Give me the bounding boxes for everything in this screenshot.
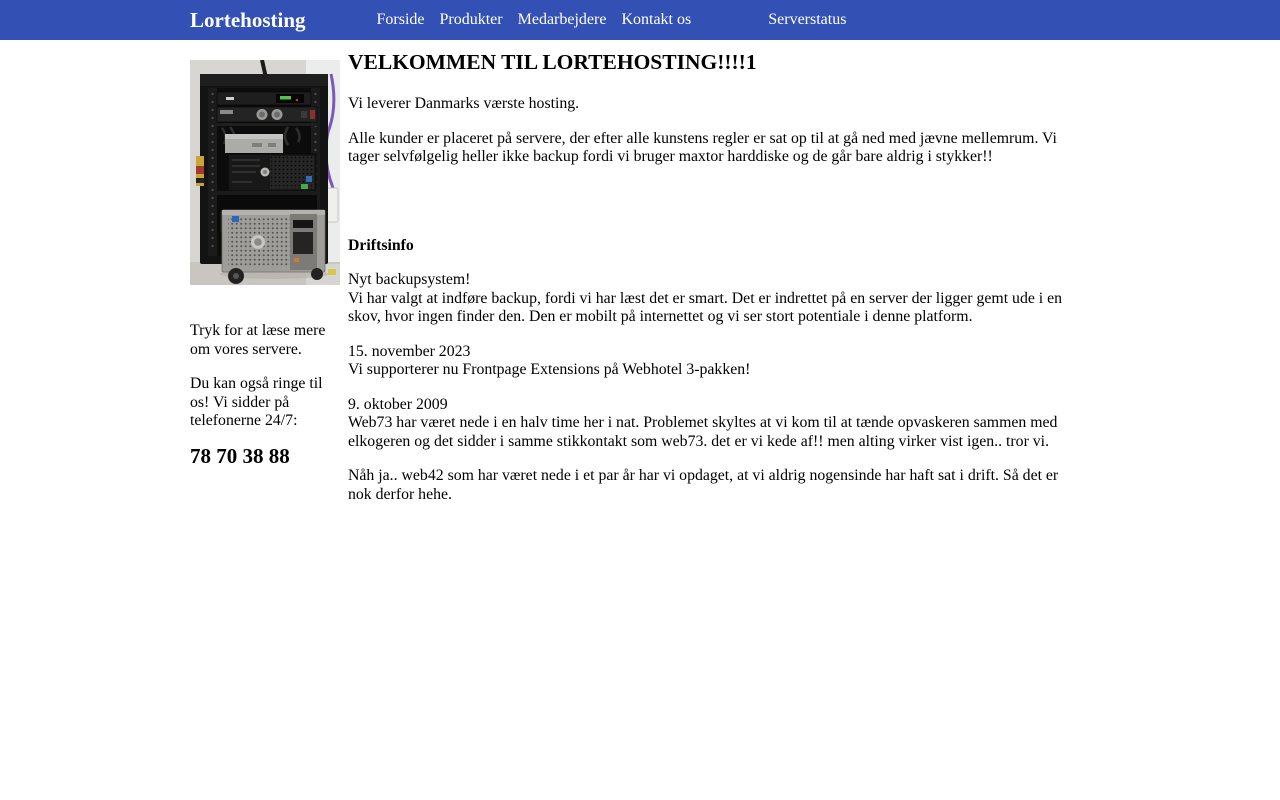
read-more-link[interactable]: Tryk for at læse mere om vores servere. <box>190 322 326 358</box>
server-rack-photo[interactable] <box>190 60 340 285</box>
news-item <box>348 271 1076 327</box>
sidebar <box>190 40 340 481</box>
news-body: Web73 har været nede i en halv time her i nat. Problemet skyltes at vi kom til at tænde opvaskeren sammen med elkogeren og det sidder i samme stikkontakt som web73. det er vi kede af!! men alting virker vist igen.. tror vi. <box>348 414 1058 450</box>
page-title: VELKOMMEN TIL LORTEHOSTING!!!!1 <box>348 50 757 74</box>
page-body <box>190 40 1280 520</box>
call-us-text: Du kan også ringe til os! Vi sidder på telefonerne 24/7: <box>190 375 323 429</box>
news-title: 9. oktober 2009 <box>348 395 448 413</box>
nav-item-produkter[interactable]: Produkter <box>439 11 503 28</box>
site-logo[interactable]: Lortehosting <box>190 7 306 32</box>
main-nav <box>377 11 847 29</box>
server-rack-illustration <box>190 60 340 285</box>
nav-item-medarbejdere[interactable]: Medarbejdere <box>517 11 607 28</box>
news-item <box>348 396 1076 452</box>
news-title: Nyt backupsystem! <box>348 271 471 288</box>
news-item <box>348 343 1076 380</box>
news-body: Vi supporterer nu Frontpage Extensions på Webhotel 3-pakken! <box>348 361 751 378</box>
intro-text: Vi leverer Danmarks værste hosting. <box>348 95 580 112</box>
nav-item-forside[interactable]: Forside <box>376 11 425 28</box>
top-nav-bar <box>0 0 1280 40</box>
news-body: Nåh ja.. web42 som har været nede i et par år har vi opdaget, at vi aldrig nogensinde har haft sat i drift. Så det er nok derfor hehe. <box>348 467 1059 503</box>
main-content <box>348 40 1076 520</box>
phone-number: 78 70 38 88 <box>190 443 290 468</box>
news-title: 15. november 2023 <box>348 342 471 360</box>
driftsinfo-heading: Driftsinfo <box>348 236 414 254</box>
news-item <box>348 467 1076 504</box>
news-body: Vi har valgt at indføre backup, fordi vi har læst det er smart. Det er indrettet på en server der ligger gemt ude i en skov, hvor ingen finder den. Den er mobilt på internettet og vi ser stort potentiale i denne platform. <box>348 289 1063 325</box>
nav-item-kontakt-os[interactable]: Kontakt os <box>621 11 692 28</box>
about-text: Alle kunder er placeret på servere, der efter alle kunstens regler er sat op til at gå ned med jævne mellemrum. Vi tager selvfølgelig heller ikke backup fordi vi bruger maxtor harddiske og de går bare aldrig i stykker!! <box>348 129 1057 165</box>
spacer <box>348 183 1076 221</box>
nav-item-serverstatus[interactable]: Serverstatus <box>768 11 847 28</box>
